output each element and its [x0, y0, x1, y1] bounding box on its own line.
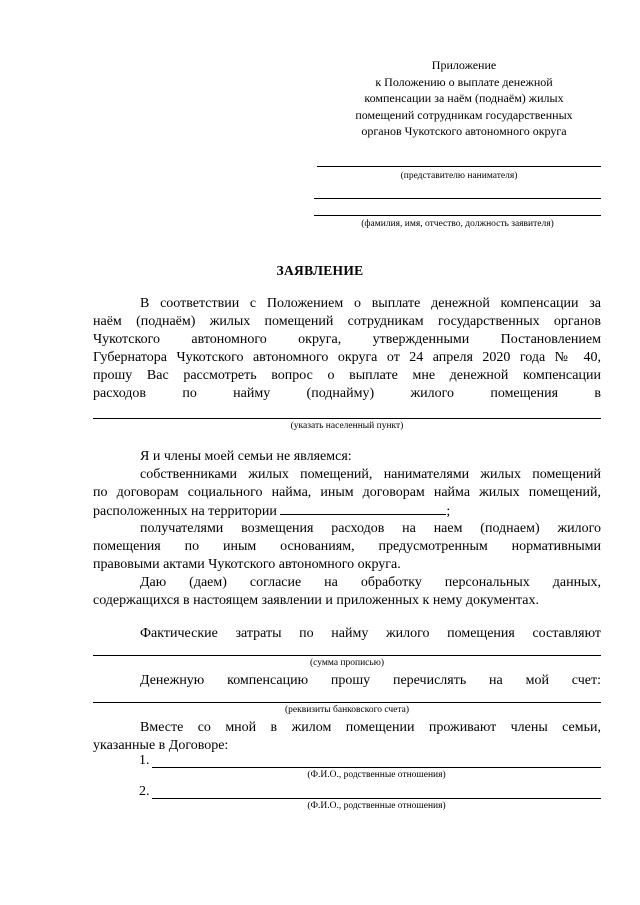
settlement-caption: (указать населенный пункт) [290, 421, 404, 431]
family-item-number: 1. [139, 753, 150, 768]
declaration-line: собственниками жилых помещений, нанимателями жилых помещений [140, 467, 601, 482]
declaration-line: правовыми актами Чукотского автономного округа. [93, 557, 401, 572]
family-member-caption: (Ф.И.О., родственные отношения) [307, 770, 446, 780]
intro-line: Губернатора Чукотского автономного округа от 24 апреля 2020 года № 40, [93, 350, 601, 365]
intro-line: прошу Вас рассмотреть вопрос о выплате мне денежной компенсации [93, 368, 601, 383]
consent-line: Даю (даем) согласие на обработку персональных данных, [140, 575, 601, 590]
family-member-field-2[interactable] [152, 798, 601, 799]
declaration-line: по договорам социального найма, иным договорам найма жилых помещений, [93, 485, 601, 500]
payment-text: Денежную компенсацию прошу перечислять на мой счет: [140, 673, 601, 688]
intro-line: Чукотского автономного округа, утвержденными Постановлением [93, 332, 601, 347]
declaration-line: помещения по иным основаниям, предусмотренным нормативными [93, 539, 601, 554]
costs-caption: (сумма прописью) [310, 658, 384, 668]
declaration-territory-line [93, 502, 601, 521]
declaration-line: Я и члены моей семьи не являемся: [140, 449, 352, 464]
family-line: Вместе со мной в жилом помещении проживают члены семьи, [140, 720, 601, 735]
declaration-line: получателями возмещения расходов на наем (поднаем) жилого [140, 521, 601, 536]
family-member-field-1[interactable] [152, 767, 601, 768]
appendix-line: к Положению о выплате денежной [375, 74, 553, 89]
payment-caption: (реквизиты банковского счета) [284, 705, 410, 715]
document-title: ЗАЯВЛЕНИЕ [276, 263, 364, 278]
family-member-caption: (Ф.И.О., родственные отношения) [307, 801, 446, 811]
appendix-line: Приложение [431, 58, 497, 72]
appendix-header [330, 57, 598, 140]
costs-amount-field[interactable] [93, 655, 601, 656]
consent-line: содержащихся в настоящем заявлении и приложенных к нему документах. [93, 593, 540, 608]
representative-field[interactable] [317, 166, 601, 167]
appendix-line: компенсации за наём (поднаём) жилых [364, 91, 564, 105]
appendix-line: помещений сотрудникам государственных [355, 107, 573, 122]
territory-field[interactable] [280, 502, 446, 515]
applicant-field-2[interactable] [314, 215, 601, 216]
applicant-caption: (фамилия, имя, отчество, должность заявителя) [361, 219, 554, 229]
bank-details-field[interactable] [93, 702, 601, 703]
appendix-line: органов Чукотского автономного округа [361, 124, 567, 138]
intro-line: В соответствии с Положением о выплате денежной компенсации за [140, 296, 601, 311]
settlement-field[interactable] [93, 418, 601, 419]
representative-caption: (представителю нанимателя) [400, 171, 518, 181]
family-line: указанные в Договоре: [93, 738, 229, 753]
intro-line: расходов по найму (поднайму) жилого помещения в [93, 386, 601, 401]
intro-line: наём (поднаём) жилых помещений сотрудникам государственных органов [93, 314, 601, 329]
applicant-field-1[interactable] [314, 198, 601, 199]
costs-text: Фактические затраты по найму жилого помещения составляют [140, 626, 601, 641]
declaration-line: расположенных на территории [93, 504, 277, 519]
family-item-number: 2. [139, 784, 150, 799]
declaration-semicolon: ; [446, 504, 451, 519]
